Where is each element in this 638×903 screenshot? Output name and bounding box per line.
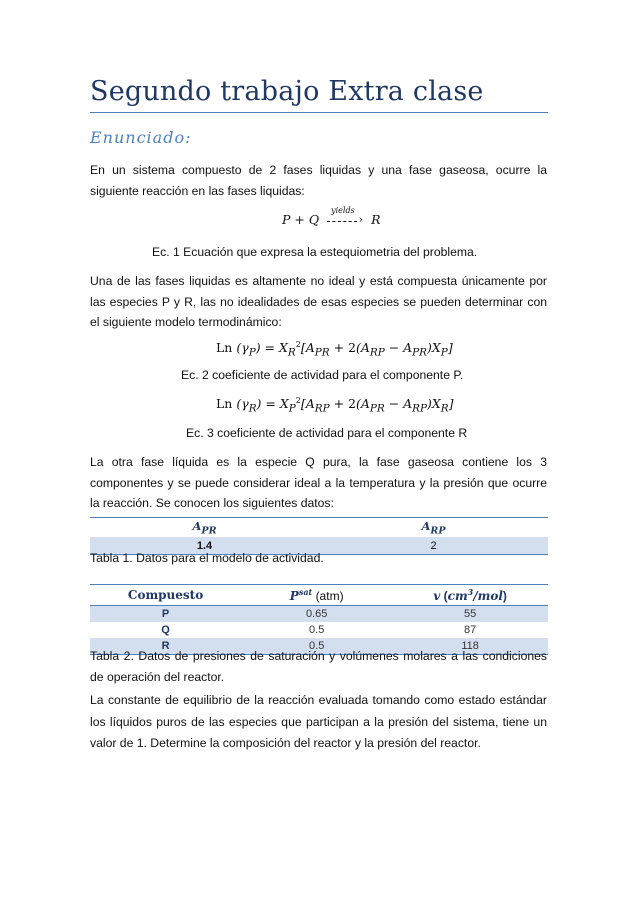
cell-volume: 87 bbox=[464, 624, 477, 636]
yields-arrow-icon: yields › bbox=[327, 219, 363, 222]
title-rule bbox=[90, 112, 548, 113]
equation-1-right: R bbox=[371, 212, 381, 227]
header-compuesto: Compuesto bbox=[90, 585, 241, 606]
cell-volume: 55 bbox=[392, 606, 548, 623]
cell-volume: 118 bbox=[392, 638, 548, 655]
equation-1 bbox=[282, 206, 381, 227]
table-activity-params bbox=[90, 517, 548, 555]
equation-2: Ln $(\gamma_P) = X_R^2[A_{PR} + 2(A_{RP} - A_{PR})X_P]$ bbox=[216, 340, 453, 359]
cell-compound: Q bbox=[161, 624, 170, 636]
value-a-pr: 1.4 bbox=[90, 537, 319, 555]
table-saturation bbox=[90, 584, 548, 655]
cell-psat: 0.5 bbox=[241, 638, 392, 655]
equation-1-left: P + Q bbox=[282, 212, 320, 227]
equation-3-caption: Ec. 3 coeficiente de actividad para el componente R bbox=[186, 426, 468, 440]
table-header-row bbox=[90, 518, 548, 538]
header-volume: v $(cm^3/mol)$ bbox=[392, 585, 548, 606]
table-1-caption: Tabla 1. Datos para el modelo de actividad. bbox=[90, 551, 324, 565]
table-2-caption: Tabla 2. Datos de presiones de saturación y volúmenes molares a las condiciones de operación del reactor. bbox=[90, 649, 547, 684]
document-title: Segundo trabajo Extra clase bbox=[90, 76, 484, 107]
equation-2-caption: Ec. 2 coeficiente de actividad para el componente P. bbox=[181, 368, 464, 382]
table-row bbox=[90, 606, 548, 623]
cell-compound: P bbox=[90, 606, 241, 623]
paragraph-data: La otra fase líquida es la especie Q pura, la fase gaseosa contiene los 3 componentes y se puede considerar ideal a la temperatura y la presión que ocurre la reacción. Se conocen los siguientes datos: bbox=[90, 455, 547, 510]
paragraph-model: Una de las fases liquidas es altamente no ideal y está compuesta únicamente por las especies P y R, las no idealidades de esas especies se pueden determinar con el siguiente modelo termodinámico: bbox=[90, 274, 547, 329]
table-header-row bbox=[90, 585, 548, 606]
equation-1-caption: Ec. 1 Ecuación que expresa la estequiometria del problema. bbox=[152, 245, 478, 259]
cell-psat: 0.65 bbox=[241, 606, 392, 623]
value-a-rp: 2 bbox=[319, 537, 548, 555]
arrow-label: yields bbox=[331, 206, 355, 215]
header-psat: $P^{sat}$ (atm) bbox=[241, 585, 392, 606]
section-subtitle: Enunciado: bbox=[90, 128, 192, 147]
cell-psat: 0.5 bbox=[309, 624, 325, 636]
table-row bbox=[90, 622, 548, 638]
header-a-rp: $A_{RP}$ bbox=[319, 518, 548, 538]
paragraph-intro: En un sistema compuesto de 2 fases liquidas y una fase gaseosa, ocurre la siguiente reacción en las fases liquidas: bbox=[90, 163, 547, 198]
cell-compound: R bbox=[90, 638, 241, 655]
equation-3: Ln $(\gamma_R) = X_P^2[A_{RP} + 2(A_{PR} - A_{RP})X_R]$ bbox=[216, 396, 454, 415]
header-a-pr: $A_{PR}$ bbox=[90, 518, 319, 538]
paragraph-question: La constante de equilibrio de la reacción evaluada tomando como estado estándar los líquidos puros de las especies que participan a la presión del sistema, tiene un valor de 1. Determine la composición del reactor y la presión del reactor. bbox=[90, 693, 547, 750]
